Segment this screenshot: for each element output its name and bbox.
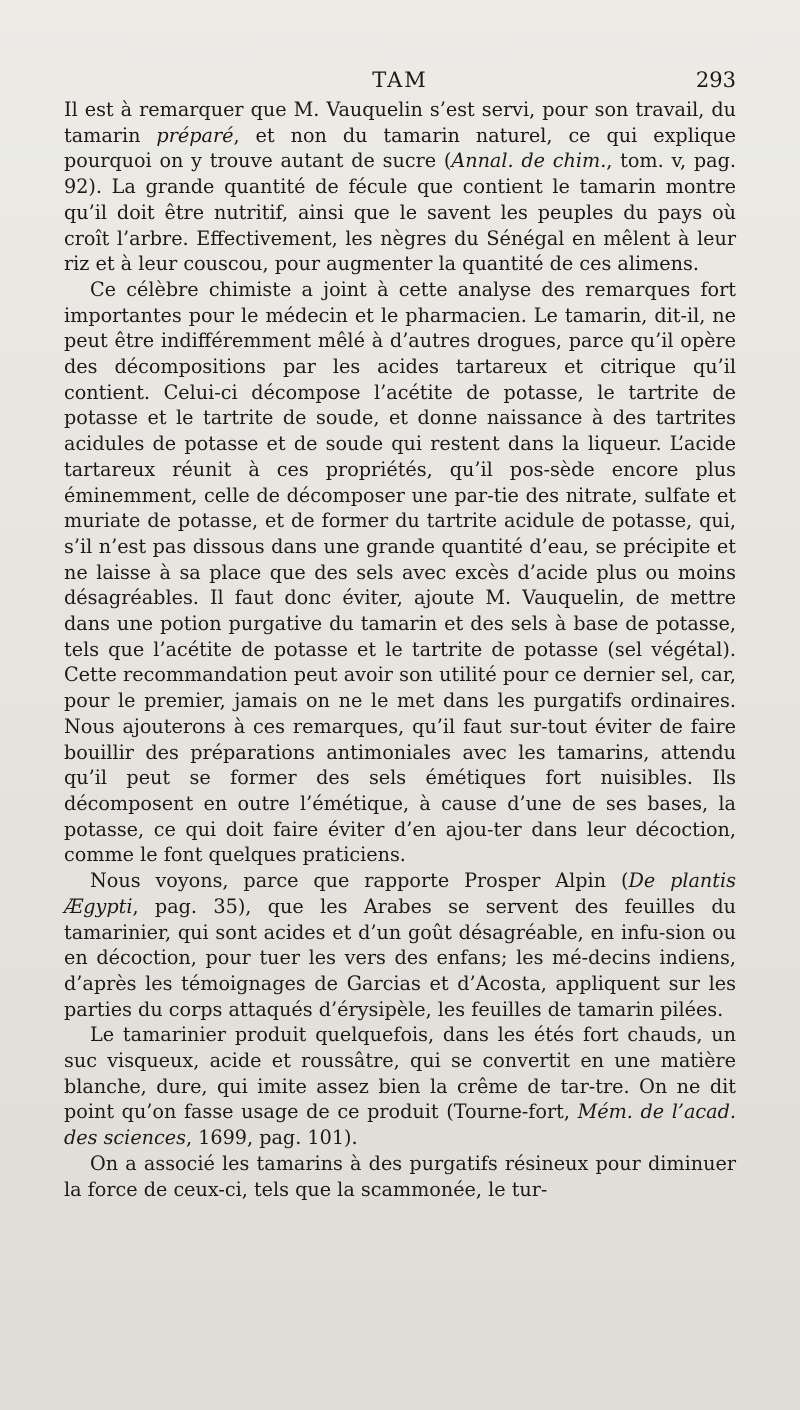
text-segment: Le tamarinier produit quelquefois, dans les étés fort chauds, un suc visqueux, acide et roussâtre, qui se convertit en une matière blanche, dure, qui imite assez bien la crême de tar-tre. On ne dit point qu’on fasse usage de ce produit (Tourne-fort,	[64, 1023, 736, 1124]
paragraph-5	[64, 1151, 736, 1202]
text-segment: , et non du tamarin naturel, ce qui explique pourquoi on y trouve autant de sucre (	[64, 123, 736, 173]
text-body	[64, 97, 736, 1202]
text-segment: Ce célèbre chimiste a joint à cette analyse des remarques fort importantes pour le médecin et le pharmacien. Le tamarin, dit-il, ne peut être indifféremment mêlé à d’autres drogues, parce qu’il opère des décompositions par les acides tartareux et citrique qu’il contient. Celui-ci décompose l’acétite de potasse, le tartrite de potasse et le tartrite de soude, et donne naissance à des tartrites acidules de potasse et de soude qui restent dans la liqueur. L’acide tartareux réunit à ces propriétés, qu’il pos-sède encore plus éminemment, celle de décomposer une par-tie des nitrate, sulfate et muriate de potasse, et de former du tartrite acidule de potasse, qui, s’il n’est pas dissous dans une grande quantité d’eau, se précipite et ne laisse à sa place que des sels avec excès d’acide plus ou moins désagréables. Il faut donc éviter, ajoute M. Vauquelin, de mettre dans une potion purgative du tamarin et des sels à base de potasse, tels que l’acétite de potasse et le tartrite de potasse (sel végétal). Cette recommandation peut avoir son utilité pour ce dernier sel, car, pour le premier, jamais on ne le met dans les purgatifs ordinaires. Nous ajouterons à ces remarques, qu’il faut sur-tout éviter de faire bouillir des préparations antimoniales avec les tamarins, attendu qu’il peut se former des sels émétiques fort nuisibles. Ils décomposent en outre l’émétique, à cause d’une de ses bases, la potasse, ce qui doit faire éviter d’en ajou-ter dans leur décoction, comme le font quelques praticiens.	[64, 277, 736, 867]
running-title: TAM	[372, 68, 428, 92]
text-segment: , tom. v, pag. 92). La grande quantité de fécule que contient le tamarin montre qu’il doit être nutritif, ainsi que le savent les peuples du pays où croît l’arbre. Effectivement, les nègres du Sénégal en mêlent à leur riz et à leur couscou, pour augmenter la quantité de ces alimens.	[64, 149, 736, 276]
text-segment: , 1699, pag. 101).	[185, 1126, 358, 1150]
page-number: 293	[695, 68, 736, 92]
italic-segment: Annal. de chim.	[451, 149, 607, 173]
italic-segment: Mém. de l’acad. des sciences	[64, 1100, 737, 1150]
text-segment: On a associé les tamarins à des purgatifs résineux pour diminuer la force de ceux-ci, tels que la scammonée, le tur-	[64, 1151, 736, 1201]
text-segment: Il est à remarquer que M. Vauquelin s’est servi, pour son travail, du tamarin	[64, 98, 736, 147]
text-segment: , pag. 35), que les Arabes se servent des feuilles du tamarinier, qui sont acides et d’un goût désagréable, en infu-sion ou en décoction, pour tuer les vers des enfans; les mé-decins indiens, d’après les témoignages de Garcias et d’Acosta, appliquent sur les parties du corps attaqués d’érysipèle, les feuilles de tamarin pilées.	[64, 894, 736, 1021]
paragraph-2	[64, 277, 736, 868]
italic-segment: préparé	[156, 123, 234, 147]
text-segment: Nous voyons, parce que rapporte Prosper Alpin (	[90, 869, 629, 893]
paragraph-1	[64, 97, 736, 277]
page-header	[64, 68, 736, 98]
paragraph-3	[64, 868, 736, 1022]
paragraph-4	[64, 1022, 736, 1151]
italic-segment: De plantis Ægypti	[64, 869, 736, 918]
